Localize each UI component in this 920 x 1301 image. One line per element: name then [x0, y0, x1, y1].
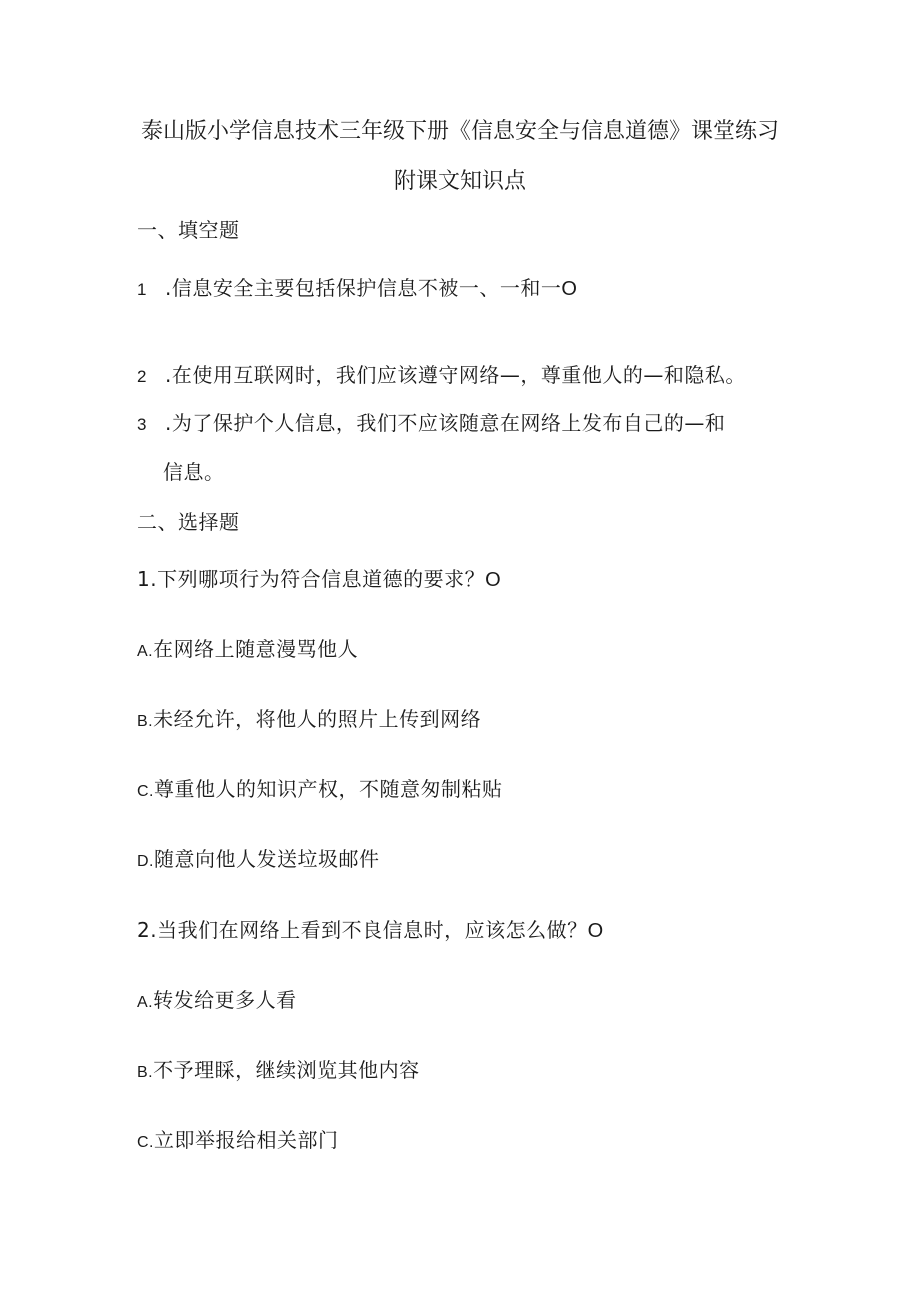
- question-end-mark: O: [587, 920, 604, 942]
- document-title: 泰山版小学信息技术三年级下册《信息安全与信息道德》课堂练习: [140, 119, 779, 144]
- choice-question-2: [137, 918, 604, 943]
- option-letter: D.: [137, 853, 154, 870]
- option-text: 未经允许，将他人的照片上传到网络: [153, 707, 482, 731]
- choice-option: [137, 988, 297, 1015]
- question-stem: 1.下列哪项行为符合信息道德的要求？: [137, 567, 486, 591]
- choice-option: [137, 777, 503, 804]
- fill-blank-question-2: [137, 363, 746, 389]
- option-letter: C.: [137, 783, 154, 800]
- option-letter: A.: [137, 643, 154, 660]
- choice-option: [137, 637, 358, 664]
- option-text: 转发给更多人看: [153, 988, 297, 1012]
- option-text: 在网络上随意漫骂他人: [153, 637, 359, 661]
- choice-option: [137, 1128, 339, 1155]
- question-text: .在使用互联网时，我们应该遵守网络—，尊重他人的—和隐私。: [165, 363, 746, 387]
- question-end-mark: O: [561, 278, 578, 300]
- choice-option: [137, 847, 380, 874]
- document-subtitle: 附课文知识点: [393, 169, 526, 194]
- question-text: .为了保护个人信息，我们不应该随意在网络上发布自己的—和: [165, 411, 726, 435]
- section-heading-fill-blank: 一、填空题: [137, 218, 240, 242]
- fill-blank-question-3-continuation: 信息。: [163, 460, 225, 484]
- question-number: 2: [137, 367, 147, 386]
- fill-blank-question-1: [137, 276, 577, 302]
- question-number: 3: [137, 415, 147, 434]
- option-text: 尊重他人的知识产权，不随意匆制粘贴: [154, 777, 503, 801]
- section-heading-multiple-choice: 二、选择题: [137, 510, 240, 534]
- choice-option: [137, 1058, 420, 1085]
- option-letter: C.: [137, 1134, 154, 1151]
- option-letter: A.: [137, 994, 154, 1011]
- option-letter: B.: [137, 713, 154, 730]
- choice-question-1: [137, 567, 501, 592]
- question-end-mark: O: [485, 569, 502, 591]
- option-text: 随意向他人发送垃圾邮件: [154, 847, 380, 871]
- option-text: 不予理睬，继续浏览其他内容: [153, 1058, 420, 1082]
- fill-blank-question-3: [137, 411, 725, 437]
- question-number: 1: [137, 280, 147, 299]
- choice-option: [137, 707, 481, 734]
- question-stem: 2.当我们在网络上看到不良信息时，应该怎么做？: [137, 918, 588, 942]
- option-letter: B.: [137, 1064, 154, 1081]
- question-text: .信息安全主要包括保护信息不被一、一和一: [165, 276, 562, 300]
- option-text: 立即举报给相关部门: [154, 1128, 339, 1152]
